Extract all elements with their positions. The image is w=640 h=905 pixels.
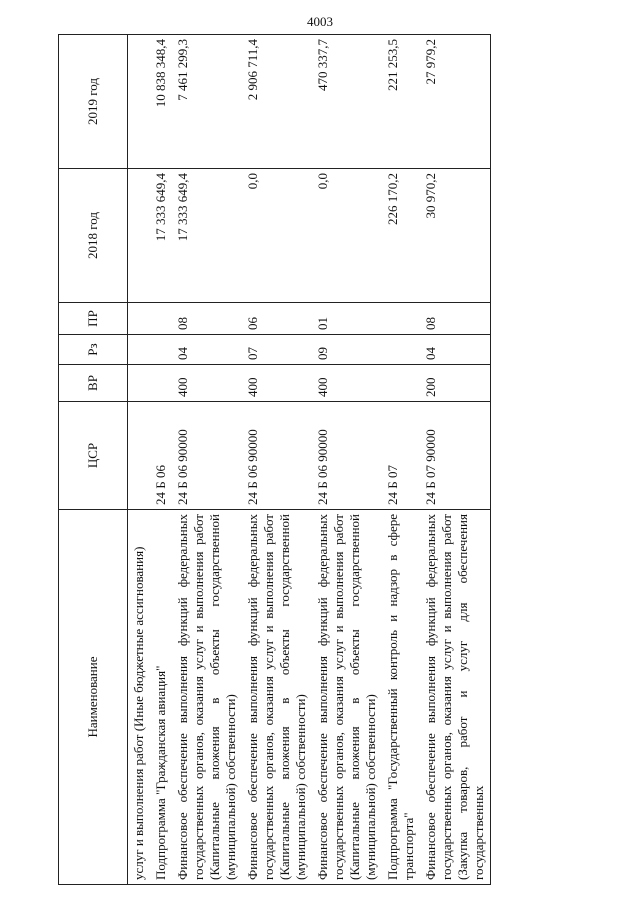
row-name: Финансовое обеспечение выполнения функций федеральных государственных органов, оказания услуг и выполнения работ (Капитальные вложения в объекты государственной (муниципальной) собственности)	[242, 510, 312, 885]
row-csr: 24 Б 06	[150, 402, 172, 510]
row-name: Подпрограмма "Гражданская авиация"	[150, 510, 172, 885]
row-csr: 24 Б 07	[382, 402, 420, 510]
row-vr: 400	[312, 365, 382, 402]
row-pr	[128, 303, 151, 335]
row-rz	[128, 335, 151, 365]
row-vr	[128, 365, 151, 402]
table-row	[242, 35, 312, 885]
row-rz: 04	[172, 335, 242, 365]
table-row	[420, 35, 491, 885]
row-csr: 24 Б 06 90000	[242, 402, 312, 510]
table-row	[128, 35, 151, 885]
header-2018: 2018 год	[59, 169, 128, 303]
header-pr: ПР	[59, 303, 128, 335]
header-vr: ВР	[59, 365, 128, 402]
row-vr	[150, 365, 172, 402]
row-2019: 7 461 299,3	[172, 35, 242, 169]
row-2019: 10 838 348,4	[150, 35, 172, 169]
row-pr: 08	[420, 303, 491, 335]
row-vr: 400	[242, 365, 312, 402]
row-2018: 17 333 649,4	[172, 169, 242, 303]
row-rz: 07	[242, 335, 312, 365]
row-2019	[128, 35, 151, 169]
header-name: Наименование	[59, 510, 128, 885]
table-row	[382, 35, 420, 885]
header-rz: Рз	[59, 335, 128, 365]
row-rz	[382, 335, 420, 365]
table-row	[172, 35, 242, 885]
row-name: Финансовое обеспечение выполнения функций федеральных государственных органов, оказания услуг и выполнения работ (Капитальные вложения в объекты государственной (муниципальной) собственности)	[312, 510, 382, 885]
row-2018: 17 333 649,4	[150, 169, 172, 303]
row-name: Финансовое обеспечение выполнения функций федеральных государственных органов, оказания услуг и выполнения работ (Закупка товаров, работ и услуг для обеспечения государственных	[420, 510, 491, 885]
row-2018: 30 970,2	[420, 169, 491, 303]
row-name: Подпрограмма "Государственный контроль и надзор в сфере транспорта"	[382, 510, 420, 885]
row-2019: 2 906 711,4	[242, 35, 312, 169]
page-number: 4003	[307, 14, 333, 29]
row-vr: 400	[172, 365, 242, 402]
row-csr	[128, 402, 151, 510]
row-pr: 06	[242, 303, 312, 335]
row-pr	[150, 303, 172, 335]
row-2018: 0,0	[242, 169, 312, 303]
header-row	[59, 35, 128, 885]
budget-table	[58, 34, 491, 885]
row-rz	[150, 335, 172, 365]
table-row	[312, 35, 382, 885]
row-csr: 24 Б 06 90000	[172, 402, 242, 510]
row-2019: 221 253,5	[382, 35, 420, 169]
row-rz: 04	[420, 335, 491, 365]
row-2018: 0,0	[312, 169, 382, 303]
row-rz: 09	[312, 335, 382, 365]
row-2019: 27 979,2	[420, 35, 491, 169]
header-csr: ЦСР	[59, 402, 128, 510]
table-row	[150, 35, 172, 885]
row-2018: 226 170,2	[382, 169, 420, 303]
row-pr: 08	[172, 303, 242, 335]
row-vr	[382, 365, 420, 402]
row-csr: 24 Б 06 90000	[312, 402, 382, 510]
row-pr	[382, 303, 420, 335]
row-name: Финансовое обеспечение выполнения функций федеральных государственных органов, оказания услуг и выполнения работ (Капитальные вложения в объекты государственной (муниципальной) собственности)	[172, 510, 242, 885]
rotated-page	[58, 35, 598, 885]
row-2019: 470 337,7	[312, 35, 382, 169]
row-csr: 24 Б 07 90000	[420, 402, 491, 510]
row-vr: 200	[420, 365, 491, 402]
row-name: услуг и выполнения работ (Иные бюджетные ассигнования)	[128, 510, 151, 885]
row-2018	[128, 169, 151, 303]
row-pr: 01	[312, 303, 382, 335]
header-2019: 2019 год	[59, 35, 128, 169]
